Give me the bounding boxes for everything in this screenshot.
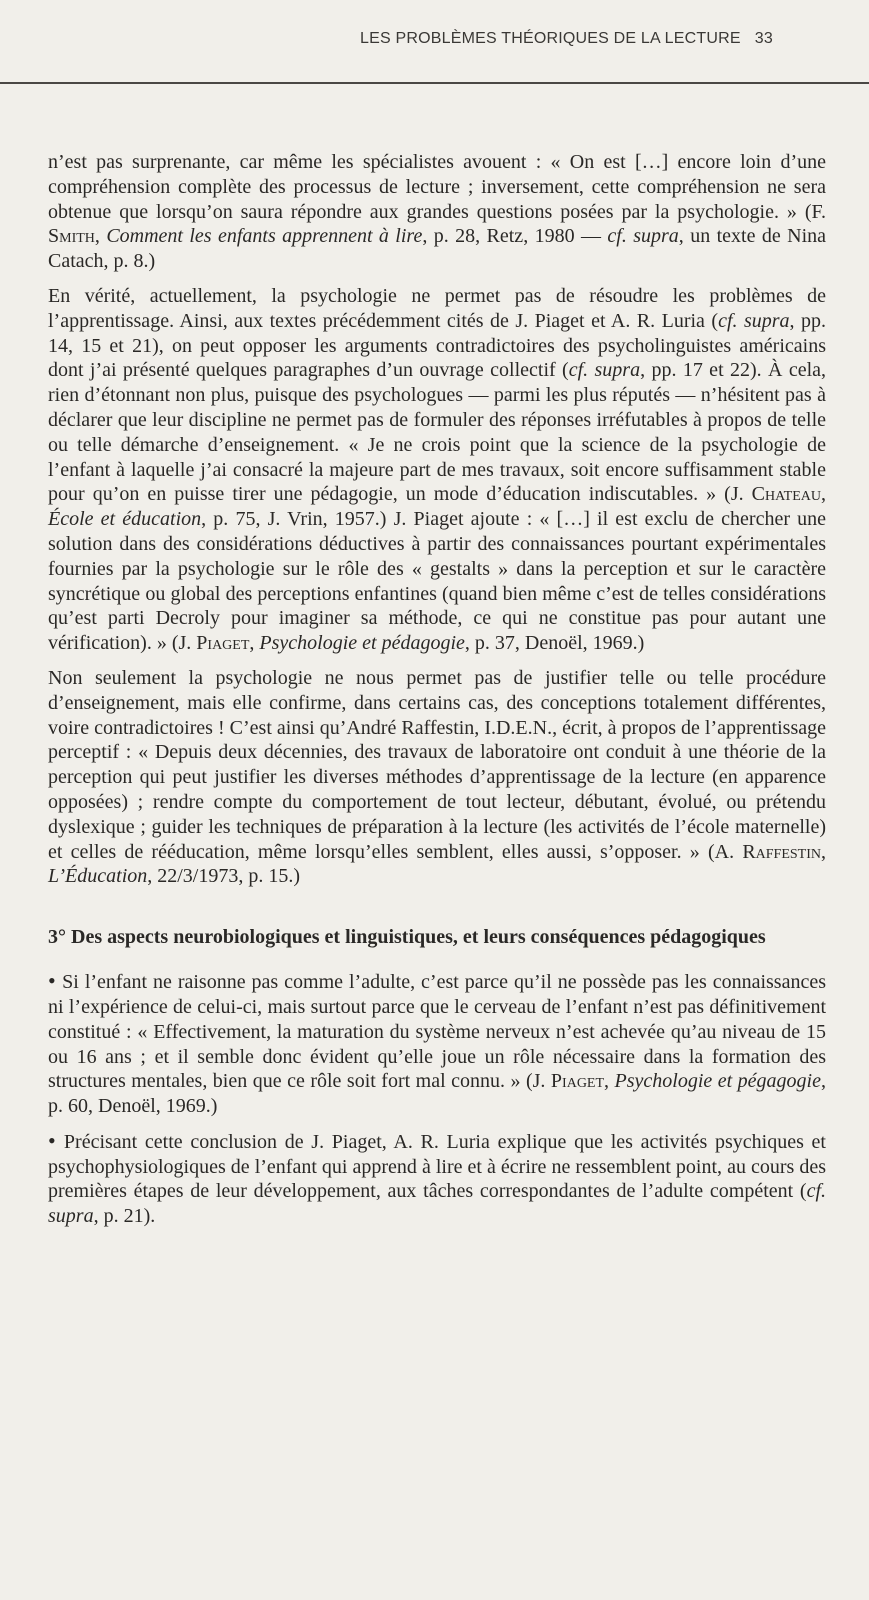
paragraph-2: [48, 284, 826, 656]
work-title: Psychologie et pédagogie: [259, 632, 465, 655]
text-run: , p. 75, J. Vrin, 1957.) J. Piaget ajoute : « […] il est exclu de chercher une solution dans des considérations déductives à partir des connaissances pourtant expérimentales fournies par la psychologie sur le rôle des « gestalts » dans la perception et sur le caractère syncrétique ou global des perceptions enfantines (quand bien même c’est de telles considérations qu’est parti Decroly pour imaginer sa méthode, ce qui ne constitue pas pour autant une vérification). » (J.: [48, 508, 827, 655]
author-name: Piaget: [550, 1070, 605, 1093]
paragraph-3: [48, 666, 826, 889]
work-title: Psychologie et pégagogie: [614, 1070, 821, 1093]
text-run: ,: [94, 225, 107, 248]
cross-reference: cf. supra: [48, 1180, 826, 1228]
bullet-paragraph-1: [48, 969, 826, 1119]
text-run: , 22/3/1973, p. 15.): [147, 865, 301, 888]
text-run: n’est pas surprenante, car même les spécialistes avouent : « On est […] encore loin d’une compréhension complète des processus de lecture ; inversement, cette compréhension ne sera obtenue que lorsqu’on saura répondre aux grandes questions posées par la psychologie. » (F.: [48, 151, 826, 223]
text-run: , p. 37, Denoël, 1969.): [464, 632, 645, 655]
text-run: , pp. 17 et 22). À cela, rien d’étonnant non plus, puisque des psychologues — parmi les plus réputés — n’hésitent pas à déclarer que leur discipline ne permet pas de formuler des réponses irréfutables à propos de telle ou telle démarche d’enseignement. « Je ne crois point que la science de la psychologie de l’enfant à laquelle j’ai consacré la majeure part de mes travaux, soit encore suffisamment stable pour qu’on en puisse tirer une pédagogie, un mode d’éducation indiscutables. » (J.: [48, 359, 827, 506]
text-run: Précisant cette conclusion de J. Piaget, A. R. Luria explique que les activités psychiques et psychophysiologiques de l’enfant qui apprend à lire et à écrire ne ressemblent point, au cours des premières étapes de leur développement, aux tâches correspondantes de l’adulte compétent (: [48, 1130, 826, 1203]
page-number: 33: [754, 30, 773, 47]
paragraph-1: [48, 150, 826, 274]
work-title: L’Éducation: [48, 865, 148, 888]
text-run: , p. 21).: [93, 1205, 156, 1228]
text-run: , p. 60, Denoël, 1969.): [48, 1070, 826, 1118]
text-run: ,: [821, 840, 826, 863]
text-run: En vérité, actuellement, la psychologie ne permet pas de résoudre les problèmes de l’apprentissage. Ainsi, aux textes précédemment cités de J. Piaget et A. R. Luria (: [48, 284, 826, 332]
cross-reference: cf. supra: [718, 309, 790, 332]
work-title: École et éducation: [48, 508, 202, 531]
bullet-paragraph-2: [48, 1129, 826, 1229]
running-head-title: LES PROBLÈMES THÉORIQUES DE LA LECTURE: [360, 30, 741, 47]
running-head: [360, 30, 840, 48]
work-title: Comment les enfants apprennent à lire: [106, 225, 423, 248]
text-run: , un texte de Nina Catach, p. 8.): [48, 225, 827, 273]
text-run: ,: [249, 632, 260, 655]
author-name: Raffestin: [742, 840, 821, 863]
author-name: Piaget: [196, 632, 250, 655]
author-name: Chateau: [751, 483, 821, 506]
text-run: Non seulement la psychologie ne nous permet pas de justifier telle ou telle procédure d’enseignement, mais elle confirme, dans certains cas, des conceptions totalement différentes, voire contradictoires ! C’est ainsi qu’André Raffestin, I.D.E.N., écrit, à propos de l’apprentissage perceptif : « Depuis deux décennies, des travaux de laboratoire ont conduit à une théorie de la perception qui peut justifier les diverses méthodes d’apprentissage de la lecture (en apparence opposées) ; rendre compte du comportement de tout lecteur, débutant, évolué, ou prétendu dyslexique ; guider les techniques de préparation à la lecture (les activités de l’école maternelle) et celles de rééducation, même lorsqu’elles semblent, elles aussi, s’opposer. » (A.: [48, 666, 826, 863]
text-run: , p. 28, Retz, 1980 —: [422, 225, 608, 248]
text-run: , pp. 14, 15 et 21), on peut opposer les arguments contradictoires des psycholinguistes américains dont j’ai présenté quelques paragraphes d’un ouvrage collectif (: [48, 309, 827, 382]
cross-reference: cf. supra: [568, 359, 641, 382]
text-run: Si l’enfant ne raisonne pas comme l’adulte, c’est parce qu’il ne possède pas les connaissances ni l’expérience de celui-ci, mais surtout parce que le cerveau de l’enfant n’est pas définitivement constitué : « Effectivement, la maturation du système nerveux n’est achevée qu’au niveau de 15 ou 16 ans ; et il semble donc évident qu’elle joue un rôle nécessaire dans la formation des structures mentales, bien que ce rôle soit fort mal connu. » (J.: [48, 971, 826, 1093]
cross-reference: cf. supra: [607, 225, 679, 248]
text-run: ,: [604, 1070, 615, 1093]
page-body: [48, 150, 826, 1239]
header-rule: [0, 82, 869, 84]
text-run: ,: [821, 483, 826, 506]
author-name: Smith: [48, 225, 95, 248]
section-heading: 3° Des aspects neurobiologiques et linguistiques, et leurs conséquences pédagogiques: [48, 926, 766, 949]
